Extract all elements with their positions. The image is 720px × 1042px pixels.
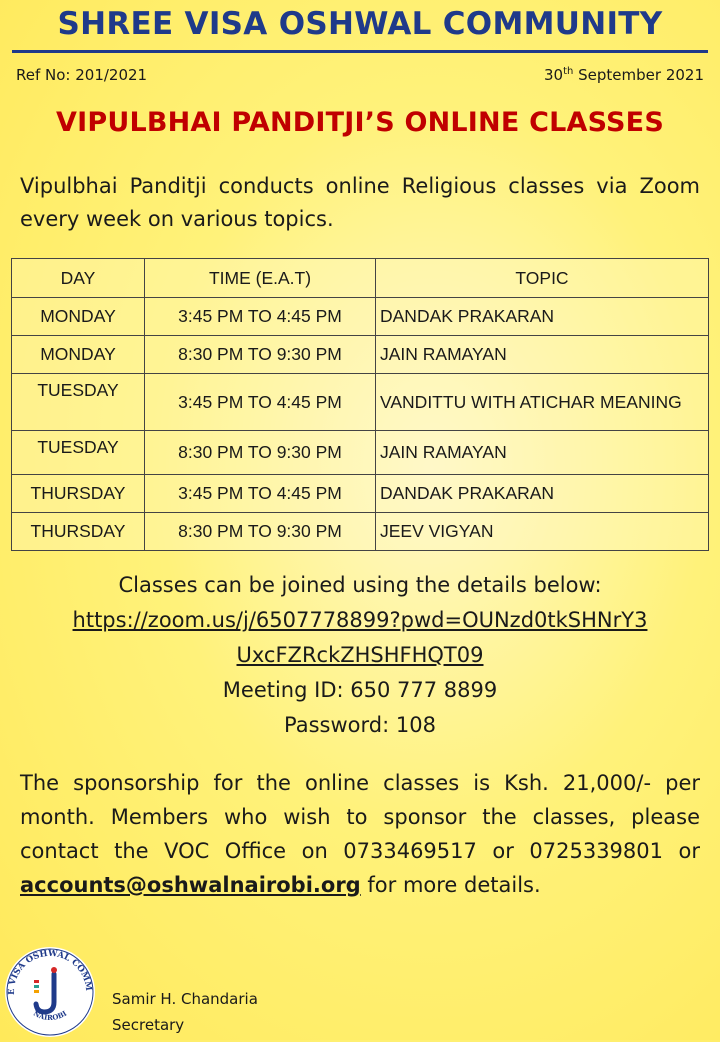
cell-topic: DANDAK PRAKARAN xyxy=(376,475,709,513)
meeting-id: Meeting ID: 650 777 8899 xyxy=(222,678,498,702)
table-row xyxy=(12,475,709,513)
title-underline xyxy=(12,50,708,53)
join-intro: Classes can be joined using the details below: xyxy=(118,573,602,597)
meeting-password: Password: 108 xyxy=(284,713,436,737)
sponsorship-text-end: for more details. xyxy=(360,873,541,897)
join-details xyxy=(0,568,720,743)
signatory-role: Secretary xyxy=(112,1016,185,1034)
cell-topic: JAIN RAMAYAN xyxy=(376,336,709,374)
community-logo xyxy=(4,946,96,1038)
cell-time: 3:45 PM TO 4:45 PM xyxy=(145,298,376,336)
date-day: 30 xyxy=(544,66,564,84)
table-row xyxy=(12,513,709,551)
cell-time: 3:45 PM TO 4:45 PM xyxy=(145,374,376,431)
cell-topic: VANDITTU WITH ATICHAR MEANING xyxy=(376,374,709,431)
header-topic: TOPIC xyxy=(376,259,709,298)
zoom-link-line1[interactable]: https://zoom.us/j/6507778899?pwd=OUNzd0tkSHNrY3 xyxy=(72,608,648,632)
logo-seal-icon xyxy=(4,946,96,1038)
contact-email-link[interactable]: accounts@oshwalnairobi.org xyxy=(20,873,361,897)
intro-paragraph: Vipulbhai Panditji conducts online Religious classes via Zoom every week on various topics. xyxy=(20,174,700,231)
cell-day: THURSDAY xyxy=(12,513,145,551)
zoom-link[interactable] xyxy=(0,603,720,638)
signature-block xyxy=(112,986,258,1038)
schedule-table xyxy=(11,258,709,551)
cell-time: 3:45 PM TO 4:45 PM xyxy=(145,475,376,513)
classes-heading: VIPULBHAI PANDITJI’S ONLINE CLASSES xyxy=(56,107,664,138)
date-month-year: September 2021 xyxy=(573,66,704,84)
page-title: SHREE VISA OSHWAL COMMUNITY xyxy=(57,6,663,42)
cell-day: TUESDAY xyxy=(12,374,145,431)
cell-time: 8:30 PM TO 9:30 PM xyxy=(145,513,376,551)
zoom-link-line2[interactable]: UxcFZRckZHSHFHQT09 xyxy=(236,643,484,667)
reference-number: Ref No: 201/2021 xyxy=(16,66,148,84)
cell-day: TUESDAY xyxy=(12,431,145,475)
cell-topic: DANDAK PRAKARAN xyxy=(376,298,709,336)
logo-city-text: NAIROBI xyxy=(31,1008,69,1023)
table-row xyxy=(12,431,709,475)
cell-day: MONDAY xyxy=(12,298,145,336)
table-row xyxy=(12,374,709,431)
logo-ring-text: E VISA OSHWAL COMM xyxy=(6,948,94,995)
cell-day: MONDAY xyxy=(12,336,145,374)
cell-topic: JEEV VIGYAN xyxy=(376,513,709,551)
sponsorship-text: The sponsorship for the online classes is Ksh. 21,000/- per month. Members who wish to sponsor the classes, please contact the VOC Office on 0733469517 or 0725339801 or xyxy=(20,771,700,863)
date-suffix: th xyxy=(563,66,574,77)
cell-topic: JAIN RAMAYAN xyxy=(376,431,709,475)
table-header-row xyxy=(12,259,709,298)
zoom-link-continued[interactable] xyxy=(0,638,720,673)
signatory-name: Samir H. Chandaria xyxy=(112,990,258,1008)
header-day: DAY xyxy=(12,259,145,298)
table-row xyxy=(12,298,709,336)
sponsorship-paragraph xyxy=(20,766,700,902)
cell-time: 8:30 PM TO 9:30 PM xyxy=(145,336,376,374)
header-time: TIME (E.A.T) xyxy=(145,259,376,298)
document-date xyxy=(544,66,704,84)
table-row xyxy=(12,336,709,374)
cell-time: 8:30 PM TO 9:30 PM xyxy=(145,431,376,475)
cell-day: THURSDAY xyxy=(12,475,145,513)
